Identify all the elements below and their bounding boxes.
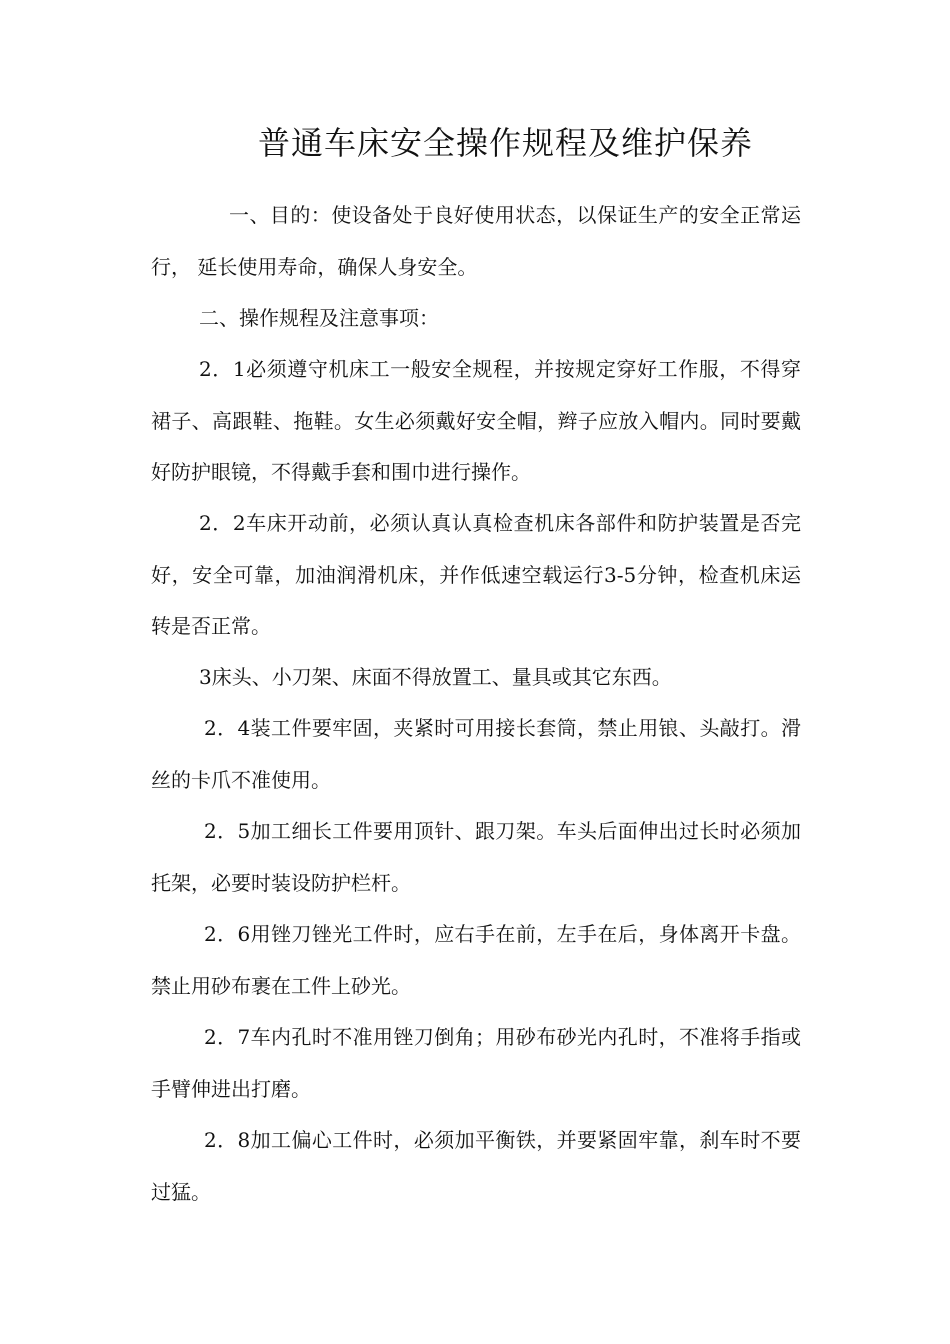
paragraph-rule-2-8: 2．8加工偏心工件时，必须加平衡铁，并要紧固牢靠，刹车时不要过猛。 — [151, 1128, 801, 1204]
paragraph-rule-2-7: 2．7车内孔时不准用锉刀倒角；用砂布砂光内孔时，不准将手指或手臂伸进出打磨。 — [151, 1025, 801, 1101]
document-title: 普通车床安全操作规程及维护保养 — [258, 124, 754, 162]
paragraph-section-heading: 二、操作规程及注意事项： — [199, 306, 439, 330]
paragraph-rule-2-2: 2．2车床开动前，必须认真认真检查机床各部件和防护装置是否完好，安全可靠，加油润滑机床，并作低速空载运行3-5分钟，检查机床运转是否正常。 — [151, 511, 801, 638]
paragraph-rule-3: 3床头、小刀架、床面不得放置工、量具或其它东西。 — [199, 665, 672, 689]
paragraph-rule-2-6: 2．6用锉刀锉光工件时，应右手在前，左手在后，身体离开卡盘。禁止用砂布裹在工件上砂光。 — [151, 922, 801, 998]
paragraph-rule-2-1: 2．1必须遵守机床工一般安全规程，并按规定穿好工作服，不得穿裙子、高跟鞋、拖鞋。女生必须戴好安全帽，辫子应放入帽内。同时要戴好防护眼镜，不得戴手套和围巾进行操作。 — [151, 357, 801, 484]
paragraph-rule-2-5: 2．5加工细长工件要用顶针、跟刀架。车头后面伸出过长时必须加托架，必要时装设防护栏杆。 — [151, 819, 801, 895]
paragraph-rule-2-4: 2．4装工件要牢固，夹紧时可用接长套筒，禁止用锒、头敲打。滑丝的卡爪不准使用。 — [151, 716, 801, 792]
paragraph-purpose: 一、目的：使设备处于良好使用状态，以保证生产的安全正常运行， 延长使用寿命，确保人身安全。 — [151, 203, 801, 279]
